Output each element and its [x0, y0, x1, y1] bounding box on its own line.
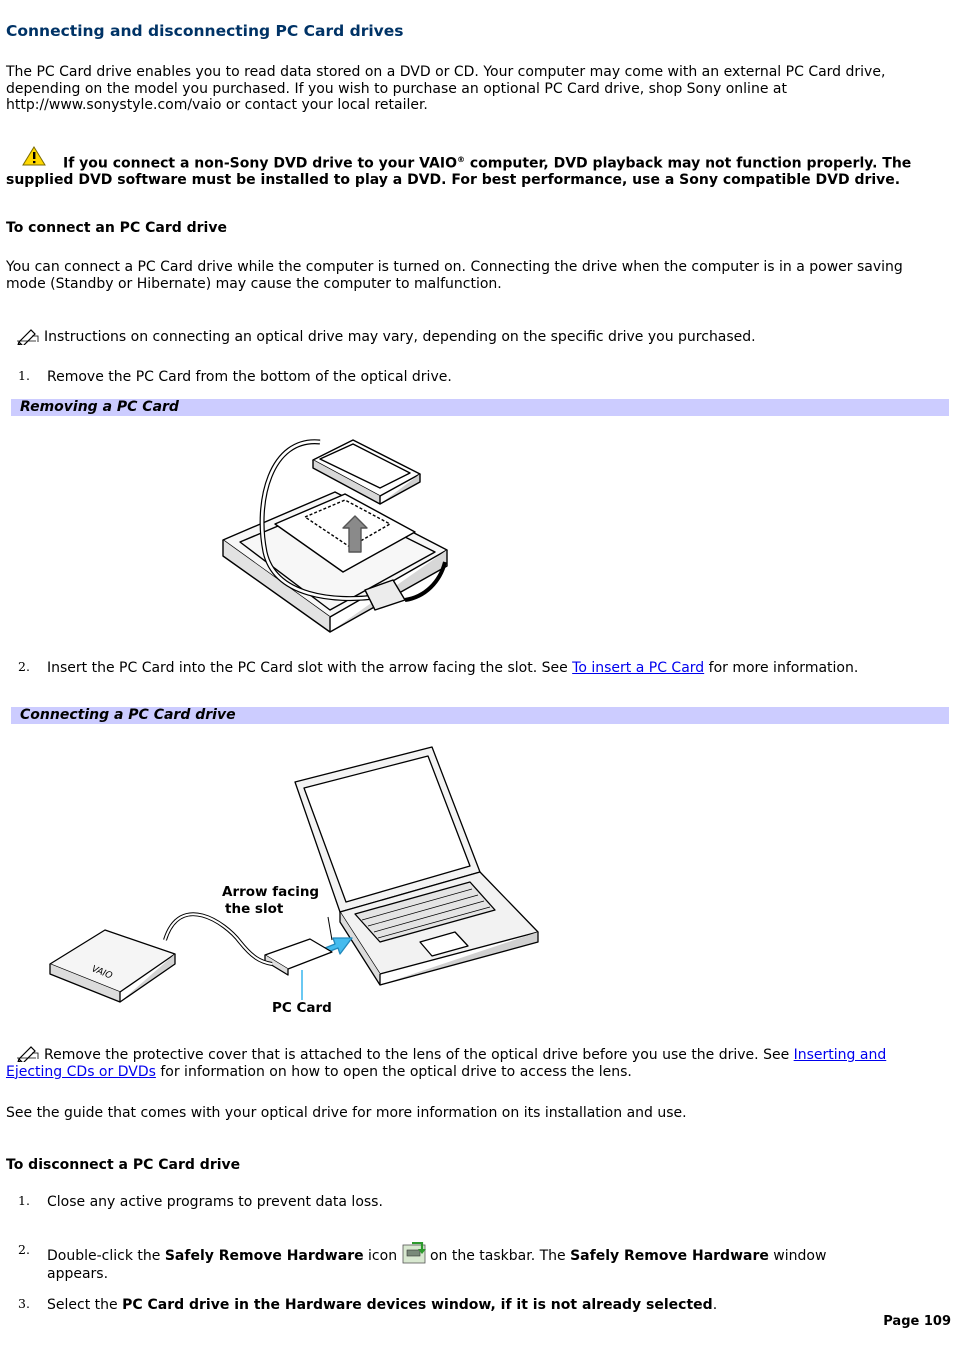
safely-remove-hardware-icon: [402, 1242, 426, 1264]
connect-intro: You can connect a PC Card drive while the computer is turned on. Connecting the drive when the computer is in a power saving mode (Standby or Hibernate) may cause the computer to malfunction.: [6, 259, 903, 292]
step-number: 1.: [18, 1193, 30, 1208]
link-inserting-ejecting-cds[interactable]: Inserting and Ejecting CDs or DVDs: [6, 1047, 887, 1080]
connecting-pc-card-drive-illustration: [40, 742, 550, 1022]
step-text: Remove the PC Card from the bottom of the optical drive.: [47, 369, 452, 385]
removing-pc-card-illustration: [215, 432, 465, 637]
page-number: Page 109: [883, 1314, 951, 1329]
label-pc-card: PC Card: [272, 1000, 332, 1016]
connect-heading: To connect an PC Card drive: [6, 220, 227, 236]
step-number: 3.: [18, 1296, 30, 1311]
figure-caption-bar: [11, 707, 949, 724]
figure-caption: Connecting a PC Card drive: [20, 707, 236, 723]
step-number: 2.: [18, 1242, 30, 1257]
guide-paragraph: See the guide that comes with your optical drive for more information on its installation and use.: [6, 1105, 687, 1121]
note-pencil-icon: [16, 327, 40, 345]
link-to-insert-pc-card[interactable]: To insert a PC Card: [572, 660, 705, 676]
figure-caption: Removing a PC Card: [20, 399, 179, 415]
note-text-2: Remove the protective cover that is attached to the lens of the optical drive before you use the drive. See Inserting and Ejecting CDs or DVDs for information on how to open the optical drive to access the lens.: [6, 1047, 887, 1080]
note-text-1: Instructions on connecting an optical drive may vary, depending on the specific drive you purchased.: [44, 329, 756, 345]
step-text: Select the PC Card drive in the Hardware devices window, if it is not already selected.: [47, 1297, 718, 1313]
label-arrow-facing: Arrow facing: [222, 884, 320, 900]
warning-text: If you connect a non-Sony DVD drive to your VAIO® computer, DVD playback may not function properly. The supplied DVD software must be installed to play a DVD. For best performance, use a Sony compatible DVD drive.: [6, 155, 912, 189]
step-number: 2.: [18, 659, 30, 674]
label-the-slot: the slot: [225, 901, 284, 917]
step-text: Close any active programs to prevent data loss.: [47, 1194, 383, 1210]
page-title: Connecting and disconnecting PC Card drives: [6, 22, 404, 40]
intro-paragraph: The PC Card drive enables you to read data stored on a DVD or CD. Your computer may come with an external PC Card drive, depending on the model you purchased. If you wish to purchase an optional PC Card drive, shop Sony online at http://www.sonystyle.com/vaio or contact your local retailer.: [6, 64, 886, 114]
drive-logo: VAIO: [89, 964, 114, 982]
step-text: Double-click the Safely Remove Hardware icon on the taskbar. The Safely Remove Hardware window appears.: [47, 1242, 877, 1283]
step-number: 1.: [18, 368, 30, 383]
figure-caption-bar: [11, 399, 949, 416]
step-text: Insert the PC Card into the PC Card slot with the arrow facing the slot. See To insert a PC Card for more information.: [47, 660, 859, 676]
disconnect-heading: To disconnect a PC Card drive: [6, 1157, 241, 1173]
